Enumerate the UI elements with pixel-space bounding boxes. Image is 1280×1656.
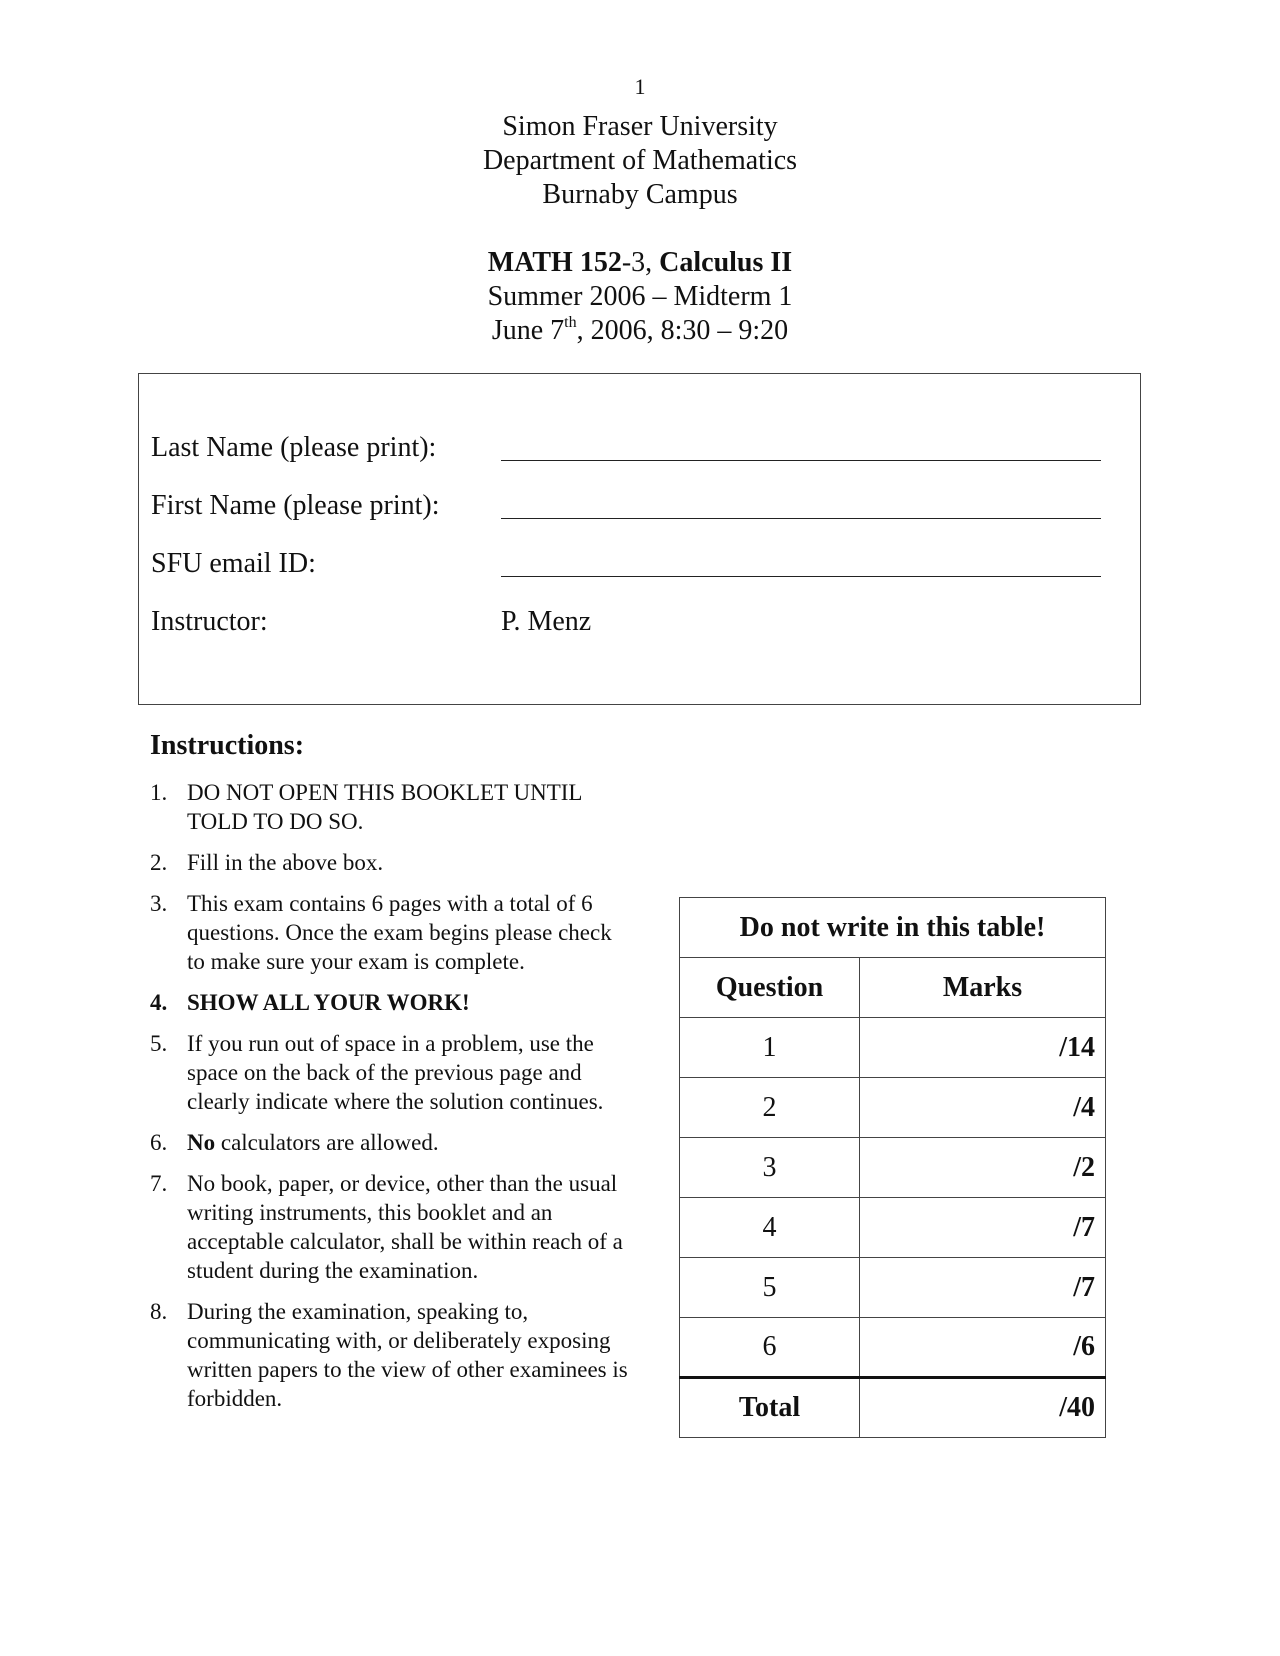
page-number: 1 bbox=[634, 74, 646, 99]
total-row bbox=[680, 1378, 1106, 1438]
instruction-text: calculators are allowed. bbox=[215, 1130, 439, 1155]
instructor-label: Instructor: bbox=[151, 606, 268, 637]
table-row bbox=[680, 1018, 1106, 1078]
instruction-number: 1. bbox=[150, 780, 168, 805]
instructions-list bbox=[150, 778, 630, 1425]
table-row bbox=[680, 1318, 1106, 1378]
instruction-item bbox=[150, 1169, 630, 1285]
question-number: 5 bbox=[680, 1258, 860, 1318]
email-label: SFU email ID: bbox=[151, 548, 316, 579]
question-marks: /7 bbox=[860, 1198, 1106, 1258]
instruction-item bbox=[150, 988, 630, 1017]
instruction-item bbox=[150, 1297, 630, 1413]
marks-table-title-row bbox=[680, 898, 1106, 958]
first-name-line[interactable] bbox=[501, 518, 1101, 519]
course-info bbox=[0, 246, 1280, 348]
instruction-item bbox=[150, 889, 630, 976]
instruction-number: 5. bbox=[150, 1031, 168, 1056]
instruction-text: DO NOT OPEN THIS BOOKLET UNTIL TOLD TO DO SO. bbox=[187, 780, 582, 834]
instruction-text: Fill in the above box. bbox=[187, 850, 384, 875]
first-name-label: First Name (please print): bbox=[151, 490, 440, 521]
question-number: 1 bbox=[680, 1018, 860, 1078]
course-code-suffix: -3, bbox=[621, 247, 660, 278]
course-name: Calculus II bbox=[659, 247, 793, 278]
instruction-text: No book, paper, or device, other than the usual writing instruments, this booklet and an acceptable calculator, shall be within reach of a student during the examination. bbox=[187, 1171, 623, 1283]
instruction-text: If you run out of space in a problem, use the space on the back of the previous page and clearly indicate where the solution continues. bbox=[187, 1031, 604, 1114]
marks-table-header-row bbox=[680, 958, 1106, 1018]
instruction-number: 6. bbox=[150, 1130, 168, 1155]
question-number: 6 bbox=[680, 1318, 860, 1378]
marks-column-header: Marks bbox=[860, 958, 1106, 1018]
exam-date-ordinal: th bbox=[564, 314, 577, 331]
course-code: MATH 152 bbox=[487, 247, 622, 278]
question-number: 3 bbox=[680, 1138, 860, 1198]
instructor-value: P. Menz bbox=[501, 606, 592, 637]
instruction-emphasis: No bbox=[187, 1130, 216, 1155]
instruction-number: 2. bbox=[150, 850, 168, 875]
instruction-item bbox=[150, 848, 630, 877]
exam-date bbox=[0, 314, 1280, 348]
exam-header bbox=[0, 110, 1280, 212]
marks-table-title: Do not write in this table! bbox=[680, 898, 1106, 958]
table-row bbox=[680, 1198, 1106, 1258]
table-row bbox=[680, 1258, 1106, 1318]
marks-table bbox=[679, 897, 1106, 1438]
course-title bbox=[0, 246, 1280, 280]
instruction-number: 4. bbox=[150, 990, 168, 1015]
question-marks: /6 bbox=[860, 1318, 1106, 1378]
exam-date-day: June 7 bbox=[491, 315, 565, 346]
email-line[interactable] bbox=[501, 576, 1101, 577]
department-name: Department of Mathematics bbox=[482, 145, 798, 176]
table-row bbox=[680, 1138, 1106, 1198]
instruction-text: This exam contains 6 pages with a total of 6 questions. Once the exam begins please check to make sure your exam is complete. bbox=[187, 891, 612, 974]
question-number: 4 bbox=[680, 1198, 860, 1258]
instruction-text: SHOW ALL YOUR WORK! bbox=[187, 990, 470, 1015]
total-marks: /40 bbox=[860, 1378, 1106, 1438]
exam-date-rest: , 2006, 8:30 – 9:20 bbox=[576, 315, 789, 346]
instruction-item bbox=[150, 1128, 630, 1157]
total-label: Total bbox=[680, 1378, 860, 1438]
question-marks: /14 bbox=[860, 1018, 1106, 1078]
table-row bbox=[680, 1078, 1106, 1138]
question-marks: /7 bbox=[860, 1258, 1106, 1318]
instruction-item bbox=[150, 778, 630, 836]
last-name-line[interactable] bbox=[501, 460, 1101, 461]
exam-term: Summer 2006 – Midterm 1 bbox=[487, 281, 793, 312]
instruction-number: 7. bbox=[150, 1171, 168, 1196]
instruction-number: 3. bbox=[150, 891, 168, 916]
instruction-number: 8. bbox=[150, 1299, 168, 1324]
university-name: Simon Fraser University bbox=[502, 111, 778, 142]
question-number: 2 bbox=[680, 1078, 860, 1138]
last-name-label: Last Name (please print): bbox=[151, 432, 437, 463]
question-marks: /2 bbox=[860, 1138, 1106, 1198]
question-marks: /4 bbox=[860, 1078, 1106, 1138]
question-column-header: Question bbox=[680, 958, 860, 1018]
campus-name: Burnaby Campus bbox=[542, 179, 738, 210]
instructions-title: Instructions: bbox=[150, 730, 305, 761]
instruction-text: During the examination, speaking to, communicating with, or deliberately exposing written papers to the view of other examinees is forbidden. bbox=[187, 1299, 628, 1411]
instruction-item bbox=[150, 1029, 630, 1116]
student-id-box bbox=[138, 373, 1141, 705]
